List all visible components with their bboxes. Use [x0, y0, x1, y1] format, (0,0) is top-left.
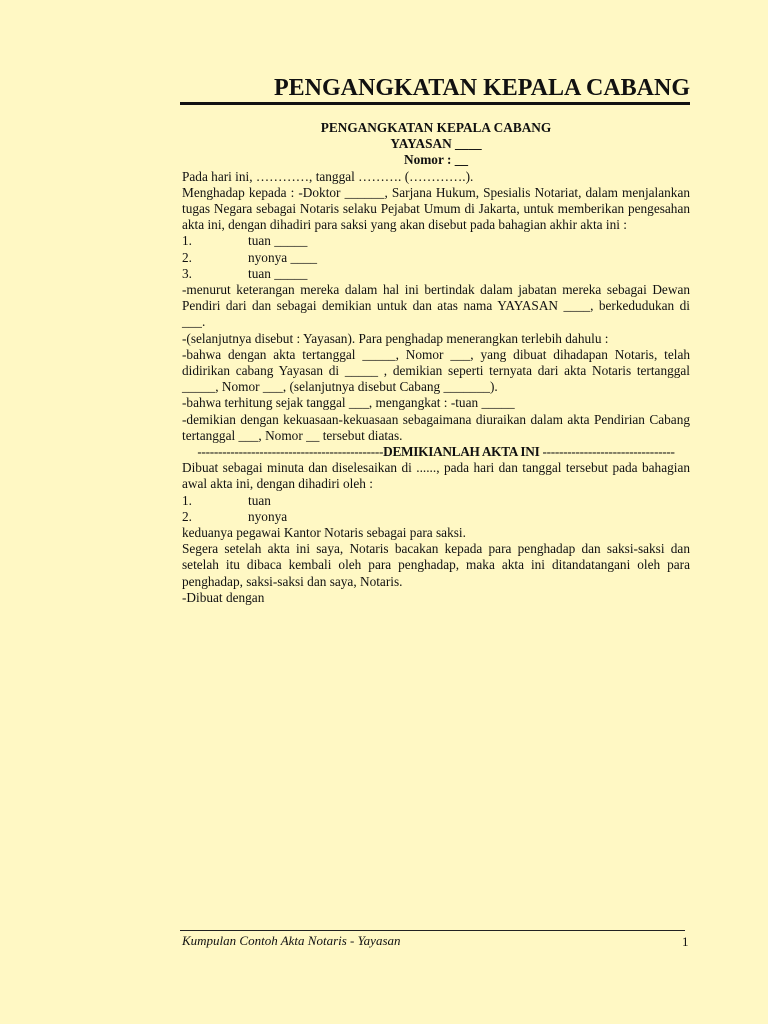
list-item: [182, 250, 690, 266]
list-item-number: 1.: [182, 233, 192, 249]
doc-nomor: Nomor : __: [403, 152, 468, 168]
paragraph-bahwa-akta: -bahwa dengan akta tertanggal _____, Nomor ___, yang dibuat dihadapan Notaris, telah didirikan cabang Yayasan di _____ , demikian seperti ternyata dari akta Notaris tertanggal _____, Nomor ___, (selanjutnya disebut Cabang _______).: [182, 346, 690, 395]
separator-dashes-left: ---------------------------------------------: [197, 444, 384, 460]
paragraph-selanjutnya: -(selanjutnya disebut : Yayasan). Para penghadap menerangkan terlebih dahulu :: [182, 330, 609, 346]
paragraph-demikian: -demikian dengan kekuasaan-kekuasaan sebagaimana diuraikan dalam akta Pendirian Cabang tertanggal ___, Nomor __ tersebut diatas.: [182, 411, 690, 443]
list-item-text: tuan: [248, 492, 271, 508]
separator-dashes-right: --------------------------------: [542, 444, 675, 460]
list-item-number: 3.: [182, 265, 192, 281]
list-item-text: tuan _____: [248, 265, 308, 281]
list-item-text: nyonya: [248, 508, 288, 524]
paragraph-date: Pada hari ini, …………, tanggal ………. (………….).: [182, 168, 474, 184]
closing-separator: [182, 444, 690, 460]
list-item: [182, 493, 690, 509]
header-divider: [180, 102, 690, 105]
paragraph-bahwa-terhitung: -bahwa terhitung sejak tanggal ___, mengangkat : -tuan _____: [182, 395, 515, 411]
list-item-text: nyonya ____: [248, 249, 318, 265]
list-witnesses: [182, 493, 690, 525]
list-item: [182, 233, 690, 249]
list-parties: [182, 233, 690, 282]
doc-title: PENGANGKATAN KEPALA CABANG: [320, 120, 552, 135]
paragraph-keterangan: -menurut keterangan mereka dalam hal ini bertindak dalam jabatan mereka sebagai Dewan Pendiri dari dan sebagai demikian untuk dan atas nama YAYASAN ____, berkedudukan di ___.: [182, 282, 690, 330]
list-item: [182, 509, 690, 525]
footer-title: Kumpulan Contoh Akta Notaris - Yayasan: [182, 933, 401, 948]
list-item-text: tuan _____: [248, 233, 308, 249]
paragraph-keduanya: keduanya pegawai Kantor Notaris sebagai para saksi.: [182, 525, 466, 541]
list-item: [182, 266, 690, 282]
footer-divider: [180, 930, 685, 931]
document-body: [182, 120, 690, 606]
page-number: 1: [682, 934, 689, 949]
paragraph-menghadap: Menghadap kepada : -Doktor ______, Sarjana Hukum, Spesialis Notariat, dalam menjalankan tugas Negara sebagai Notaris selaku Pejabat Umum di Jakarta, untuk memberikan pengesahan akta ini, dengan dihadiri para saksi yang akan disebut pada bahagian akhir akta ini :: [182, 184, 690, 233]
page-header-title: PENGANGKATAN KEPALA CABANG: [273, 75, 690, 101]
paragraph-dibuat-dengan: -Dibuat dengan: [182, 589, 265, 605]
paragraph-segera: Segera setelah akta ini saya, Notaris bacakan kepada para penghadap dan saksi-saksi dan setelah itu dibaca kembali oleh para penghadap, maka akta ini ditandatangani oleh para penghadap, saksi-saksi dan saya, Notaris.: [182, 541, 690, 589]
list-item-number: 1.: [182, 492, 192, 508]
list-item-number: 2.: [182, 249, 192, 265]
separator-heading: DEMIKIANLAH AKTA INI: [383, 444, 540, 460]
paragraph-dibuat: Dibuat sebagai minuta dan diselesaikan di ......, pada hari dan tanggal tersebut pada bahagian awal akta ini, dengan dihadiri oleh :: [182, 460, 690, 492]
list-item-number: 2.: [182, 508, 192, 524]
doc-yayasan: YAYASAN ____: [390, 136, 482, 152]
